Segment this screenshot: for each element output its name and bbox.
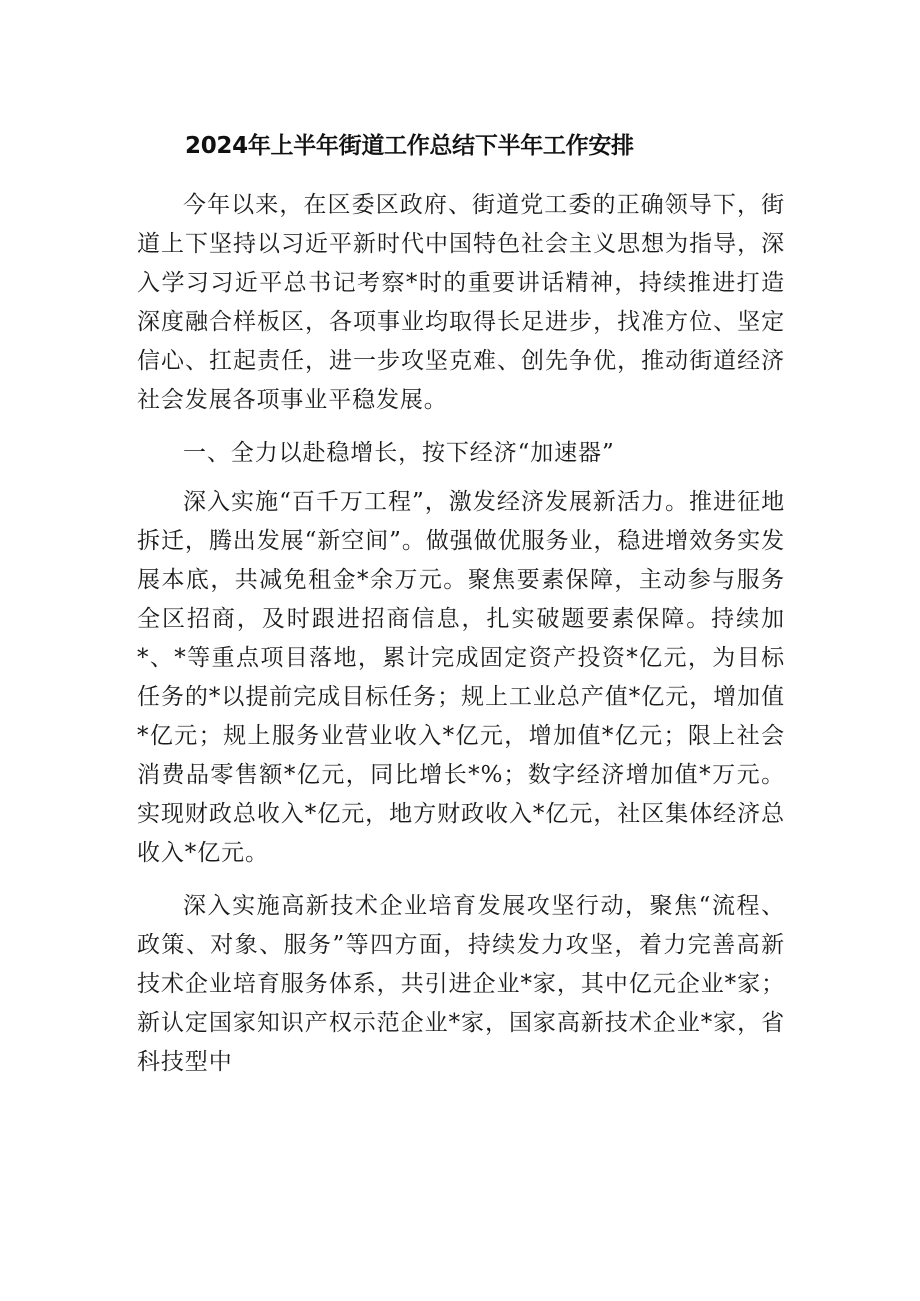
body-paragraph-hightech: 深入实施高新技术企业培育发展攻坚行动，聚焦“流程、政策、对象、服务”等四方面，持续发力攻坚，着力完善高新技术企业培育服务体系，共引进企业*家，其中亿元企业*家；新认定国家知识产权示范企业*家，国家高新技术企业*家，省科技型中	[137, 893, 785, 1075]
section-heading: 一、全力以赴稳增长，按下经济“加速器”	[183, 440, 615, 466]
intro-paragraph: 今年以来，在区委区政府、街道党工委的正确领导下，街道上下坚持以习近平新时代中国特色社会主义思想为指导，深入学习习近平总书记考察*时的重要讲话精神，持续推进打造深度融合样板区，各项事业均取得长足进步，找准方位、坚定信心、扛起责任，进一步攻坚克难、创先争优，推动街道经济社会发展各项事业平稳发展。	[137, 192, 785, 413]
document-title: 2024年上半年街道工作总结下半年工作安排	[185, 133, 634, 159]
body-paragraph-economy: 深入实施“百千万工程”，激发经济发展新活力。推进征地拆迁，腾出发展“新空间”。做强做优服务业，稳进增效务实发展本底，共减免租金*余万元。聚焦要素保障，主动参与服务全区招商，及时跟进招商信息，扎实破题要素保障。持续加*、*等重点项目落地，累计完成固定资产投资*亿元，为目标任务的*以提前完成目标任务；规上工业总产值*亿元，增加值*亿元；规上服务业营业收入*亿元，增加值*亿元；限上社会消费品零售额*亿元，同比增长*%；数字经济增加值*万元。实现财政总收入*亿元，地方财政收入*亿元，社区集体经济总收入*亿元。	[137, 489, 785, 866]
